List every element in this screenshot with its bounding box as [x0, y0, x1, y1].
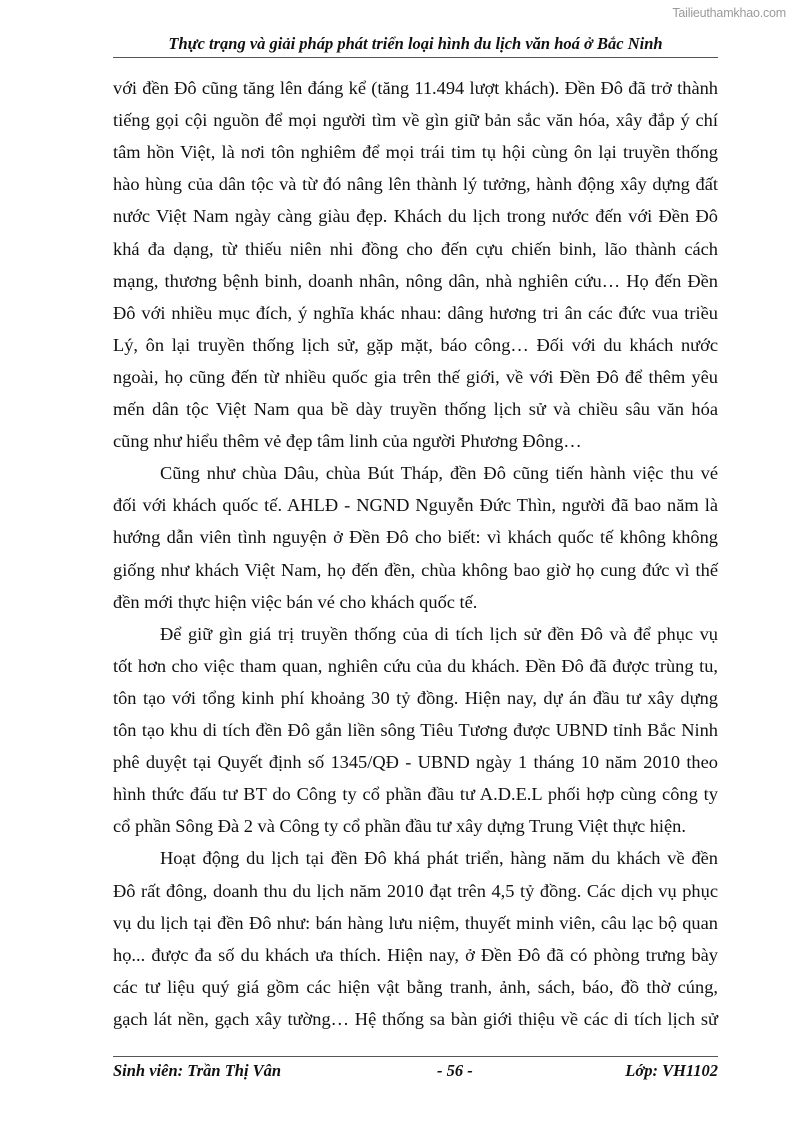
text-line: tôn tạo với tổng kinh phí khoảng 30 tỷ đồng. Hiện nay, dự án đầu tư xây dựng	[113, 687, 718, 708]
footer-divider	[113, 1056, 718, 1057]
text-line: phê duyệt tại Quyết định số 1345/QĐ - UBND ngày 1 tháng 10 năm 2010 theo	[113, 752, 718, 773]
text-line: cũng như hiểu thêm vẻ đẹp tâm linh của người Phương Đông…	[113, 431, 582, 452]
text-line: tôn tạo khu di tích đền Đô gắn liền sông Tiêu Tương được UBND tỉnh Bắc Ninh	[113, 720, 718, 740]
text-line: nước Việt Nam ngày càng giàu đẹp. Khách du lịch trong nước đến với Đền Đô	[113, 206, 718, 227]
running-header: Thực trạng và giải pháp phát triển loại hình du lịch văn hoá ở Bắc Ninh	[168, 34, 663, 53]
text-line: cổ phần Sông Đà 2 và Công ty cổ phần đầu tư xây dựng Trung Việt thực hiện.	[113, 816, 686, 837]
text-line: đền mới thực hiện việc bán vé cho khách quốc tế.	[113, 591, 478, 612]
header-divider	[113, 57, 718, 58]
text-line: Hoạt động du lịch tại đền Đô khá phát triển, hàng năm du khách về đền	[160, 848, 718, 869]
text-line: gạch lát nền, gạch xây tường… Hệ thống sa bàn giới thiệu về các di tích lịch sử	[113, 1008, 718, 1029]
text-line: giống như khách Việt Nam, họ đến đền, chùa không bao giờ họ cung đức vì thế	[113, 559, 718, 580]
text-line: ngoài, họ cũng đến từ nhiều quốc gia trên thế giới, về với Đền Đô để thêm yêu	[113, 366, 718, 387]
text-line: mến dân tộc Việt Nam qua bề dày truyền thống lịch sử và chiều sâu văn hóa	[113, 399, 718, 419]
text-line: Lý, ôn lại truyền thống lịch sử, gặp mặt, báo công… Đối với du khách nước	[113, 334, 718, 355]
text-line: tâm hồn Việt, là nơi tôn nghiêm để mọi trái tim tụ hội cùng ôn lại truyền thống	[113, 142, 718, 163]
text-line: đối với khách quốc tế. AHLĐ - NGND Nguyễn Đức Thìn, người đã bao năm là	[113, 495, 718, 516]
text-line: các tư liệu quý giá gồm các hiện vật bằng tranh, ảnh, sách, báo, đồ thờ cúng,	[113, 976, 718, 997]
text-line: tiếng gọi cội nguồn để mọi người tìm về gìn giữ bản sắc văn hóa, xây đắp ý chí	[113, 110, 718, 131]
footer-page-number: - 56 -	[437, 1061, 473, 1080]
text-line: hình thức đấu tư BT do Công ty cổ phần đầu tư A.D.E.L phối hợp cùng công ty	[113, 784, 718, 805]
text-line: hướng dẫn viên tình nguyện ở Đền Đô cho biết: vì khách quốc tế không không	[113, 527, 718, 548]
text-line: Để giữ gìn giá trị truyền thống của di tích lịch sử đền Đô và để phục vụ	[160, 623, 718, 644]
text-line: tốt hơn cho việc tham quan, nghiên cứu của du khách. Đền Đô đã được trùng tu,	[113, 655, 718, 676]
text-line: Đô với nhiều mục đích, ý nghĩa khác nhau: dâng hương tri ân các đức vua triều	[113, 302, 718, 323]
text-line: với đền Đô cũng tăng lên đáng kể (tăng 11.494 lượt khách). Đền Đô đã trở thành	[113, 78, 718, 98]
text-line: mạng, thương bệnh binh, doanh nhân, nông dân, nhà nghiên cứu… Họ đến Đền	[113, 270, 718, 291]
footer-student: Sinh viên: Trần Thị Vân	[113, 1061, 282, 1080]
text-line: họ... được đa số du khách ưa thích. Hiện nay, ở Đền Đô đã có phòng trưng bày	[113, 944, 718, 965]
footer-class: Lớp: VH1102	[625, 1061, 718, 1080]
text-line: hào hùng của dân tộc và từ đó nâng lên thành lý tưởng, hành động xây dựng đất	[113, 174, 718, 195]
text-line: Đô rất đông, doanh thu du lịch năm 2010 đạt trên 4,5 tỷ đồng. Các dịch vụ phục	[113, 880, 718, 901]
text-line: Cũng như chùa Dâu, chùa Bút Tháp, đền Đô cũng tiến hành việc thu vé	[160, 463, 718, 484]
watermark: Tailieuthamkhao.com	[672, 6, 786, 20]
text-line: vụ du lịch tại đền Đô như: bán hàng lưu niệm, thuyết minh viên, câu lạc bộ quan	[113, 912, 718, 933]
text-line: khá đa dạng, từ thiếu niên nhi đồng cho đến cựu chiến binh, lão thành cách	[113, 238, 718, 259]
